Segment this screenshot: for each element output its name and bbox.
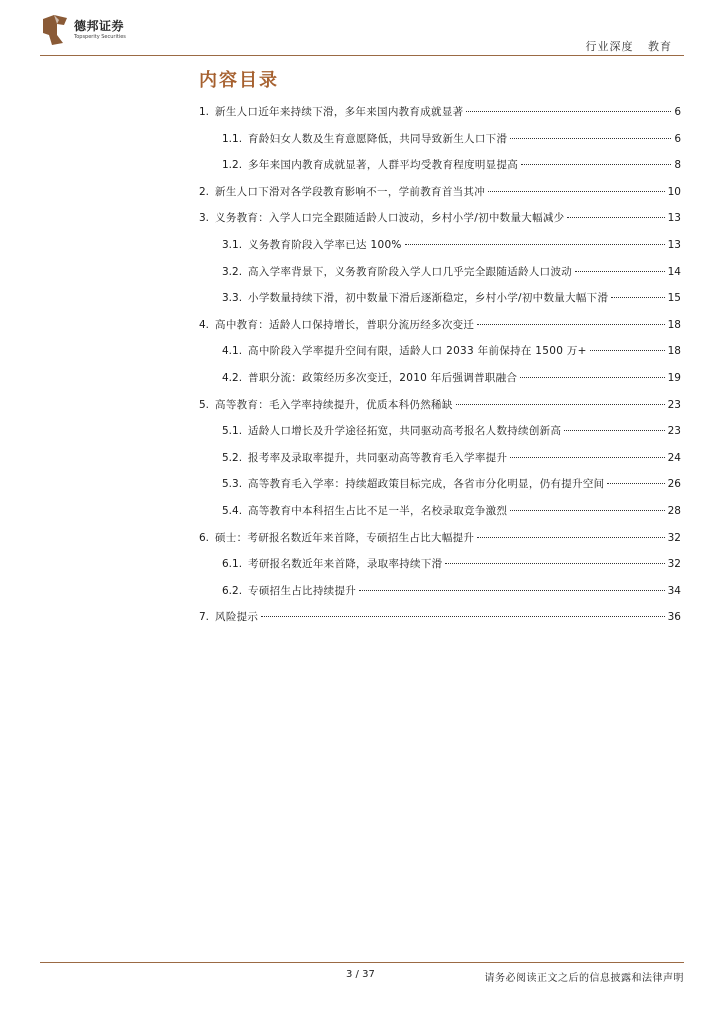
toc-entry-text: 高中教育：适龄人口保持增长，普职分流历经多次变迁: [215, 318, 475, 331]
toc-leader-dots: [575, 271, 665, 272]
toc-entry-page: 28: [667, 504, 681, 517]
toc-entry-number: 7.: [199, 611, 210, 624]
toc-leader-dots: [466, 111, 671, 112]
toc-entry-page: 10: [667, 185, 681, 198]
toc-entry-number: 4.2.: [222, 371, 243, 384]
toc-leader-dots: [567, 217, 664, 218]
toc-entry-page: 15: [667, 292, 681, 305]
toc-entry-number: 1.: [199, 106, 210, 118]
toc-entry-number: 4.1.: [222, 345, 243, 358]
toc-entry-text: 报考率及录取率提升，共同驱动高等教育毛入学率提升: [248, 451, 508, 464]
toc-leader-dots: [521, 164, 671, 165]
toc-entry-text: 新生人口下滑对各学段教育影响不一，学前教育首当其冲: [215, 185, 486, 198]
toc-entry-number: 1.1.: [222, 132, 243, 145]
toc-entry-text: 义务教育：入学人口完全跟随适龄人口波动，乡村小学/初中数量大幅减少: [215, 212, 565, 225]
toc-entry-text: 考研报名数近年来首降，录取率持续下滑: [248, 558, 443, 571]
toc-entry-page: 18: [667, 345, 681, 358]
report-category: [576, 38, 673, 54]
header-divider: [40, 55, 684, 56]
toc-entry-page: 32: [667, 558, 681, 571]
toc-entry-number: 6.2.: [222, 584, 243, 597]
brand-logo-icon: [40, 13, 70, 47]
toc-entry[interactable]: [199, 609, 681, 636]
toc-entry-number: 3.1.: [222, 238, 243, 251]
toc-entry-page: 8: [674, 159, 681, 172]
toc-entry[interactable]: [199, 184, 681, 211]
report-type: 行业深度: [585, 40, 634, 53]
toc-entry[interactable]: [199, 370, 681, 397]
toc-entry-text: 普职分流：政策经历多次变迁，2010 年后强调普职融合: [248, 371, 518, 384]
toc-leader-dots: [590, 350, 665, 351]
toc-entry-number: 5.1.: [222, 425, 243, 438]
toc-entry[interactable]: [199, 583, 681, 610]
toc-entry[interactable]: [199, 476, 681, 503]
toc-entry-text: 高等教育：毛入学率持续提升，优质本科仍然稀缺: [215, 398, 453, 411]
toc-entry[interactable]: [199, 397, 681, 424]
toc-entry-text: 新生人口近年来持续下滑，多年来国内教育成就显著: [215, 106, 464, 118]
brand-name-cn: 德邦证券: [74, 19, 125, 33]
toc-entry-text: 硕士：考研报名数近年来首降，专硕招生占比大幅提升: [215, 531, 475, 544]
toc-entry-page: 36: [667, 611, 681, 624]
toc-entry-page: 19: [667, 371, 681, 384]
toc-leader-dots: [405, 244, 665, 245]
toc-entry[interactable]: [199, 423, 681, 450]
report-sector: 教育: [648, 40, 672, 53]
toc-entry-text: 适龄人口增长及升学途径拓宽，共同驱动高考报名人数持续创新高: [248, 425, 562, 438]
toc-entry[interactable]: [199, 104, 681, 131]
toc-leader-dots: [477, 537, 664, 538]
toc-entry[interactable]: [199, 503, 681, 530]
toc-entry-number: 3.3.: [222, 292, 243, 305]
page-number: 3 / 37: [346, 969, 375, 980]
brand-name-en: Topsperity Securities: [74, 34, 126, 40]
toc-entry-page: 6: [674, 106, 681, 118]
toc-entry-number: 5.2.: [222, 451, 243, 464]
toc-entry-text: 高等教育中本科招生占比不足一半，名校录取竞争激烈: [248, 504, 508, 517]
toc-entry-page: 23: [667, 398, 681, 411]
toc-entry-number: 3.2.: [222, 265, 243, 278]
toc-entry[interactable]: [199, 210, 681, 237]
toc-entry[interactable]: [199, 290, 681, 317]
toc-entry-text: 小学数量持续下滑，初中数量下滑后逐渐稳定，乡村小学/初中数量大幅下滑: [248, 292, 609, 305]
toc-entry-text: 义务教育阶段入学率已达 100%: [248, 238, 402, 251]
toc-leader-dots: [359, 590, 665, 591]
toc-entry[interactable]: [199, 343, 681, 370]
toc-entry-page: 26: [667, 478, 681, 491]
toc-entry-number: 3.: [199, 212, 210, 225]
toc-entry-text: 育龄妇女人数及生育意愿降低，共同导致新生人口下滑: [248, 132, 508, 145]
toc-entry-page: 24: [667, 451, 681, 464]
footer-divider: [40, 962, 684, 963]
toc-entry[interactable]: [199, 131, 681, 158]
toc-entry-number: 1.2.: [222, 159, 243, 172]
toc-entry-number: 6.1.: [222, 558, 243, 571]
toc-leader-dots: [456, 404, 665, 405]
toc-entry-page: 23: [667, 425, 681, 438]
toc-entry-text: 风险提示: [215, 611, 259, 624]
toc-entry-page: 13: [667, 238, 681, 251]
toc-leader-dots: [510, 457, 664, 458]
toc-entry-number: 2.: [199, 185, 210, 198]
toc-leader-dots: [488, 191, 665, 192]
toc-entry[interactable]: [199, 450, 681, 477]
toc-entry-text: 高等教育毛入学率：持续超政策目标完成，各省市分化明显，仍有提升空间: [248, 478, 605, 491]
toc-entry-page: 34: [667, 584, 681, 597]
toc-entry-text: 高中阶段入学率提升空间有限，适龄人口 2033 年前保持在 1500 万+: [248, 345, 587, 358]
toc-title: 内容目录: [199, 70, 279, 91]
toc-entry-text: 多年来国内教育成就显著，人群平均受教育程度明显提高: [248, 159, 519, 172]
toc-leader-dots: [445, 563, 664, 564]
toc-entry-number: 5.3.: [222, 478, 243, 491]
disclaimer-note: 请务必阅读正文之后的信息披露和法律声明: [484, 973, 684, 984]
toc-entry[interactable]: [199, 317, 681, 344]
toc-entry-page: 13: [667, 212, 681, 225]
toc-leader-dots: [607, 483, 664, 484]
toc-leader-dots: [611, 297, 664, 298]
toc-leader-dots: [477, 324, 664, 325]
toc-entry-number: 4.: [199, 318, 210, 331]
toc-leader-dots: [261, 616, 664, 617]
toc-leader-dots: [564, 430, 664, 431]
toc-leader-dots: [510, 510, 664, 511]
toc-entry[interactable]: [199, 530, 681, 557]
toc-entry[interactable]: [199, 157, 681, 184]
toc-entry[interactable]: [199, 556, 681, 583]
toc-entry-number: 6.: [199, 531, 210, 544]
table-of-contents: [199, 104, 681, 636]
toc-leader-dots: [510, 138, 671, 139]
toc-entry-page: 14: [667, 265, 681, 278]
toc-entry-page: 6: [674, 132, 681, 145]
toc-entry-number: 5.4.: [222, 504, 243, 517]
brand-logo: [40, 13, 150, 49]
toc-entry-page: 32: [667, 531, 681, 544]
toc-entry[interactable]: [199, 264, 681, 291]
toc-entry[interactable]: [199, 237, 681, 264]
toc-entry-number: 5.: [199, 398, 210, 411]
toc-entry-text: 专硕招生占比持续提升: [248, 584, 357, 597]
toc-leader-dots: [520, 377, 664, 378]
toc-entry-page: 18: [667, 318, 681, 331]
toc-entry-text: 高入学率背景下，义务教育阶段入学人口几乎完全跟随适龄人口波动: [248, 265, 573, 278]
